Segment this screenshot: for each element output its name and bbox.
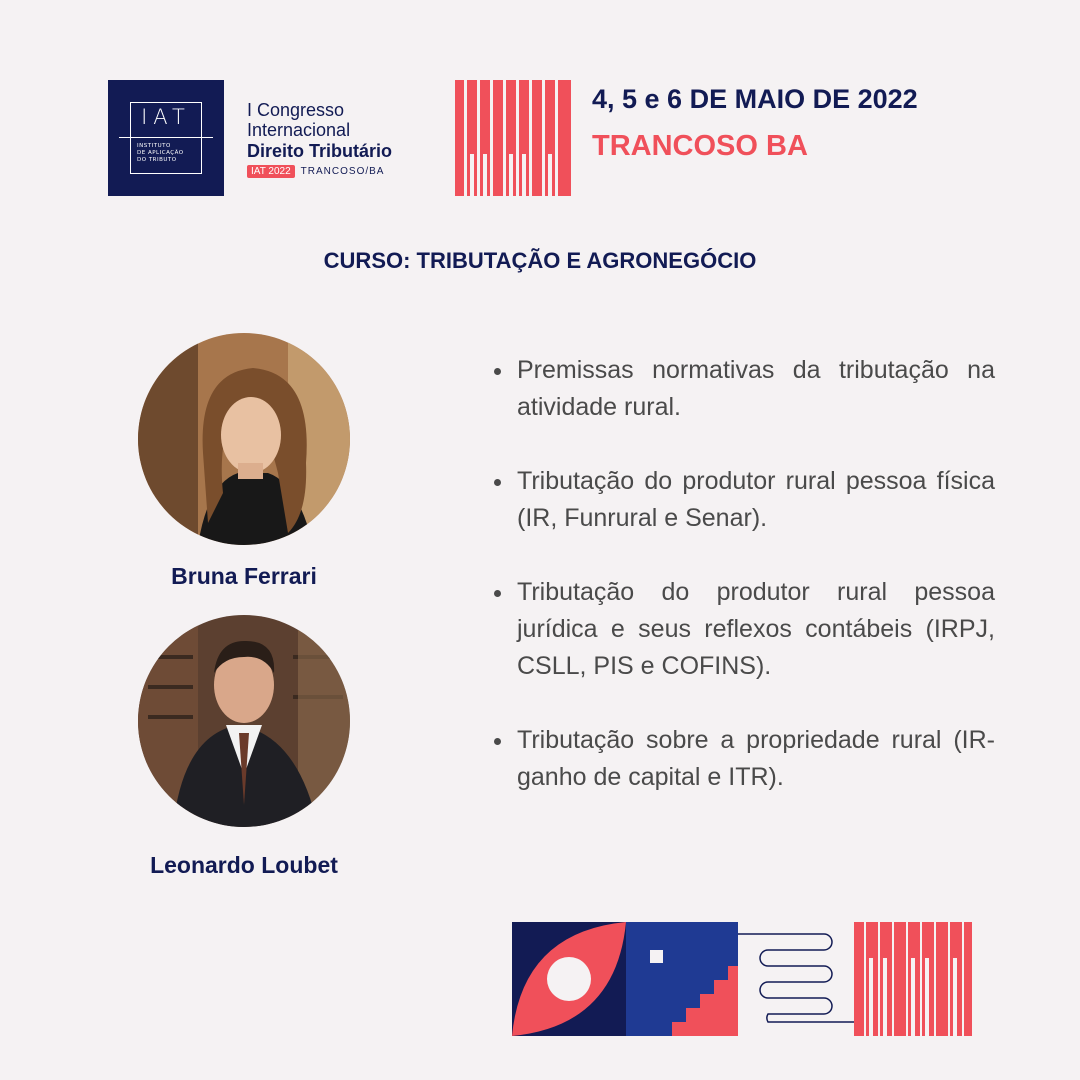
speaker-photo-bruna (138, 333, 350, 545)
topic-item: Tributação do produtor rural pessoa física (IR, Funrural e Senar). (490, 463, 995, 537)
congress-location: TRANCOSO/BA (300, 166, 385, 177)
event-place: TRANCOSO BA (592, 130, 808, 162)
logo-subtitle-line: DE APLICAÇÃO (137, 150, 184, 156)
logo-divider (119, 137, 213, 138)
iat-logo (108, 80, 224, 196)
speaker-name-leonardo: Leonardo Loubet (150, 852, 338, 878)
congress-line2: Internacional (247, 120, 351, 140)
congress-title (247, 100, 392, 178)
logo-frame (130, 102, 202, 174)
topic-item: Tributação do produtor rural pessoa jurídica e seus reflexos contábeis (IRPJ, CSLL, PIS e COFINS). (490, 574, 995, 685)
congress-line3: Direito Tributário (247, 141, 393, 161)
topics-list (490, 352, 995, 833)
course-title: CURSO: TRIBUTAÇÃO E AGRONEGÓCIO (323, 248, 757, 273)
year-badge: IAT 2022 (247, 165, 295, 178)
topic-item: Tributação sobre a propriedade rural (IR-ganho de capital e ITR). (490, 722, 995, 796)
speaker-photo-leonardo (138, 615, 350, 827)
decorative-pattern (512, 922, 972, 1036)
logo-subtitle-line: INSTITUTO (137, 143, 171, 149)
logo-subtitle (137, 143, 184, 164)
event-dates: 4, 5 e 6 DE MAIO DE 2022 (592, 84, 918, 114)
congress-line1: I Congresso (247, 100, 345, 120)
keyboard-graphic (455, 80, 571, 196)
logo-acronym: IAT (141, 105, 191, 129)
logo-subtitle-line: DO TRIBUTO (137, 157, 177, 163)
topic-item: Premissas normativas da tributação na atividade rural. (490, 352, 995, 426)
speaker-name-bruna: Bruna Ferrari (171, 563, 317, 589)
